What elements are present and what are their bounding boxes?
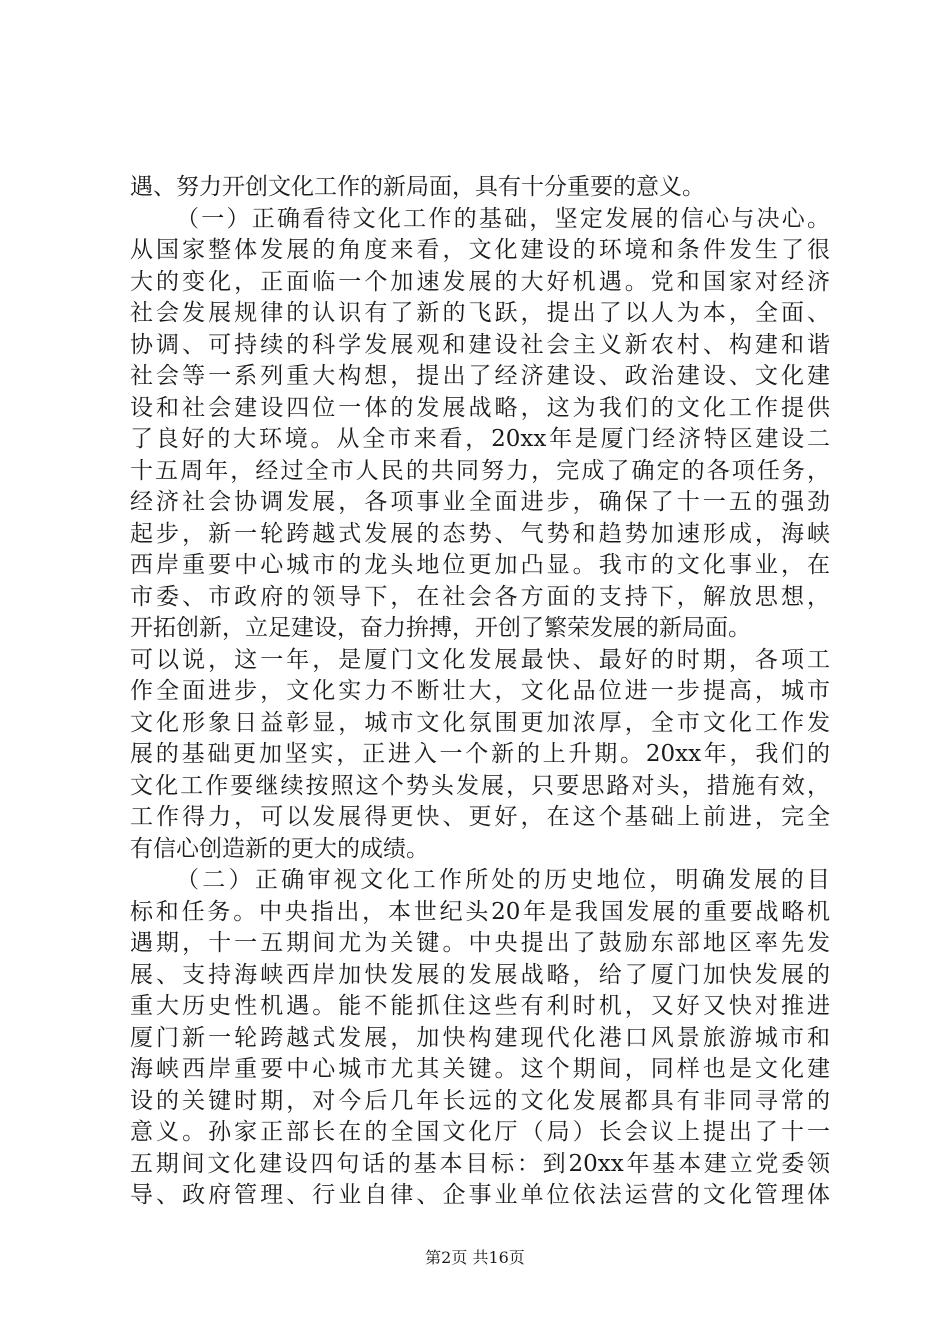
text-line: 起步，新一轮跨越式发展的态势、气势和趋势加速形成，海峡 bbox=[130, 520, 830, 547]
text-line: 文化工作要继续按照这个势头发展，只要思路对头，措施有效， bbox=[130, 772, 830, 799]
text-line: （二）正确审视文化工作所处的历史地位，明确发展的目 bbox=[176, 867, 830, 893]
text-line: 设和社会建设四位一体的发展战略，这为我们的文化工作提供 bbox=[130, 394, 830, 421]
text-line: 展、支持海峡西岸加快发展的发展战略，给了厦门加快发展的 bbox=[130, 961, 830, 988]
text-line: 展的基础更加坚实，正进入一个新的上升期。20xx年，我们的 bbox=[130, 741, 830, 767]
text-line: 从国家整体发展的角度来看，文化建设的环境和条件发生了很 bbox=[130, 237, 830, 263]
text-line: 文化形象日益彰显，城市文化氛围更加浓厚，全市文化工作发 bbox=[130, 709, 830, 736]
text-line: 了良好的大环境。从全市来看，20xx年是厦门经济特区建设二 bbox=[130, 426, 830, 452]
text-line: 社会等一系列重大构想，提出了经济建设、政治建设、文化建 bbox=[130, 363, 830, 389]
text-line: 市委、市政府的领导下，在社会各方面的支持下，解放思想， bbox=[130, 583, 830, 610]
text-line: 社会发展规律的认识有了新的飞跃，提出了以人为本，全面、 bbox=[130, 300, 830, 326]
text-line: 海峡西岸重要中心城市尤其关键。这个期间，同样也是文化建 bbox=[130, 1056, 830, 1082]
text-line: 可以说，这一年，是厦门文化发展最快、最好的时期，各项工 bbox=[130, 646, 830, 673]
text-line: 工作得力，可以发展得更快、更好，在这个基础上前进，完全 bbox=[130, 804, 830, 830]
text-line: 经济社会协调发展，各项事业全面进步，确保了十一五的强劲 bbox=[130, 489, 830, 515]
text-line: 遇、努力开创文化工作的新局面，具有十分重要的意义。 bbox=[130, 174, 705, 200]
text-line: 西岸重要中心城市的龙头地位更加凸显。我市的文化事业，在 bbox=[130, 552, 830, 578]
text-line: 开拓创新，立足建设，奋力拚搏，开创了繁荣发展的新局面。 bbox=[130, 615, 751, 641]
text-line: 导、政府管理、行业自律、企事业单位依法运营的文化管理体 bbox=[130, 1182, 830, 1208]
text-line: 五期间文化建设四句话的基本目标：到20xx年基本建立党委领 bbox=[130, 1150, 830, 1177]
text-line: 意义。孙家正部长在的全国文化厅（局）长会议上提出了十一 bbox=[130, 1119, 830, 1145]
text-line: 作全面进步，文化实力不断壮大，文化品位进一步提高，城市 bbox=[130, 678, 830, 704]
text-line: 大的变化，正面临一个加速发展的大好机遇。党和国家对经济 bbox=[130, 268, 830, 295]
page-number-footer: 第2页 共16页 bbox=[425, 1248, 525, 1267]
text-line: 遇期，十一五期间尤为关键。中央提出了鼓励东部地区率先发 bbox=[130, 930, 830, 956]
text-line: 协调、可持续的科学发展观和建设社会主义新农村、构建和谐 bbox=[130, 331, 830, 358]
text-line: 有信心创造新的更大的成绩。 bbox=[130, 835, 429, 862]
text-line: 标和任务。中央指出，本世纪头20年是我国发展的重要战略机 bbox=[130, 898, 830, 925]
text-line: 重大历史性机遇。能不能抓住这些有利时机，又好又快对推进 bbox=[130, 993, 830, 1019]
text-line: 设的关键时期，对今后几年长远的文化发展都具有非同寻常的 bbox=[130, 1087, 830, 1114]
document-body bbox=[130, 172, 830, 1212]
text-line: 十五周年，经过全市人民的共同努力，完成了确定的各项任务， bbox=[130, 457, 830, 484]
text-line: （一）正确看待文化工作的基础，坚定发展的信心与决心。 bbox=[176, 205, 830, 232]
text-line: 厦门新一轮跨越式发展，加快构建现代化港口风景旅游城市和 bbox=[130, 1024, 830, 1051]
